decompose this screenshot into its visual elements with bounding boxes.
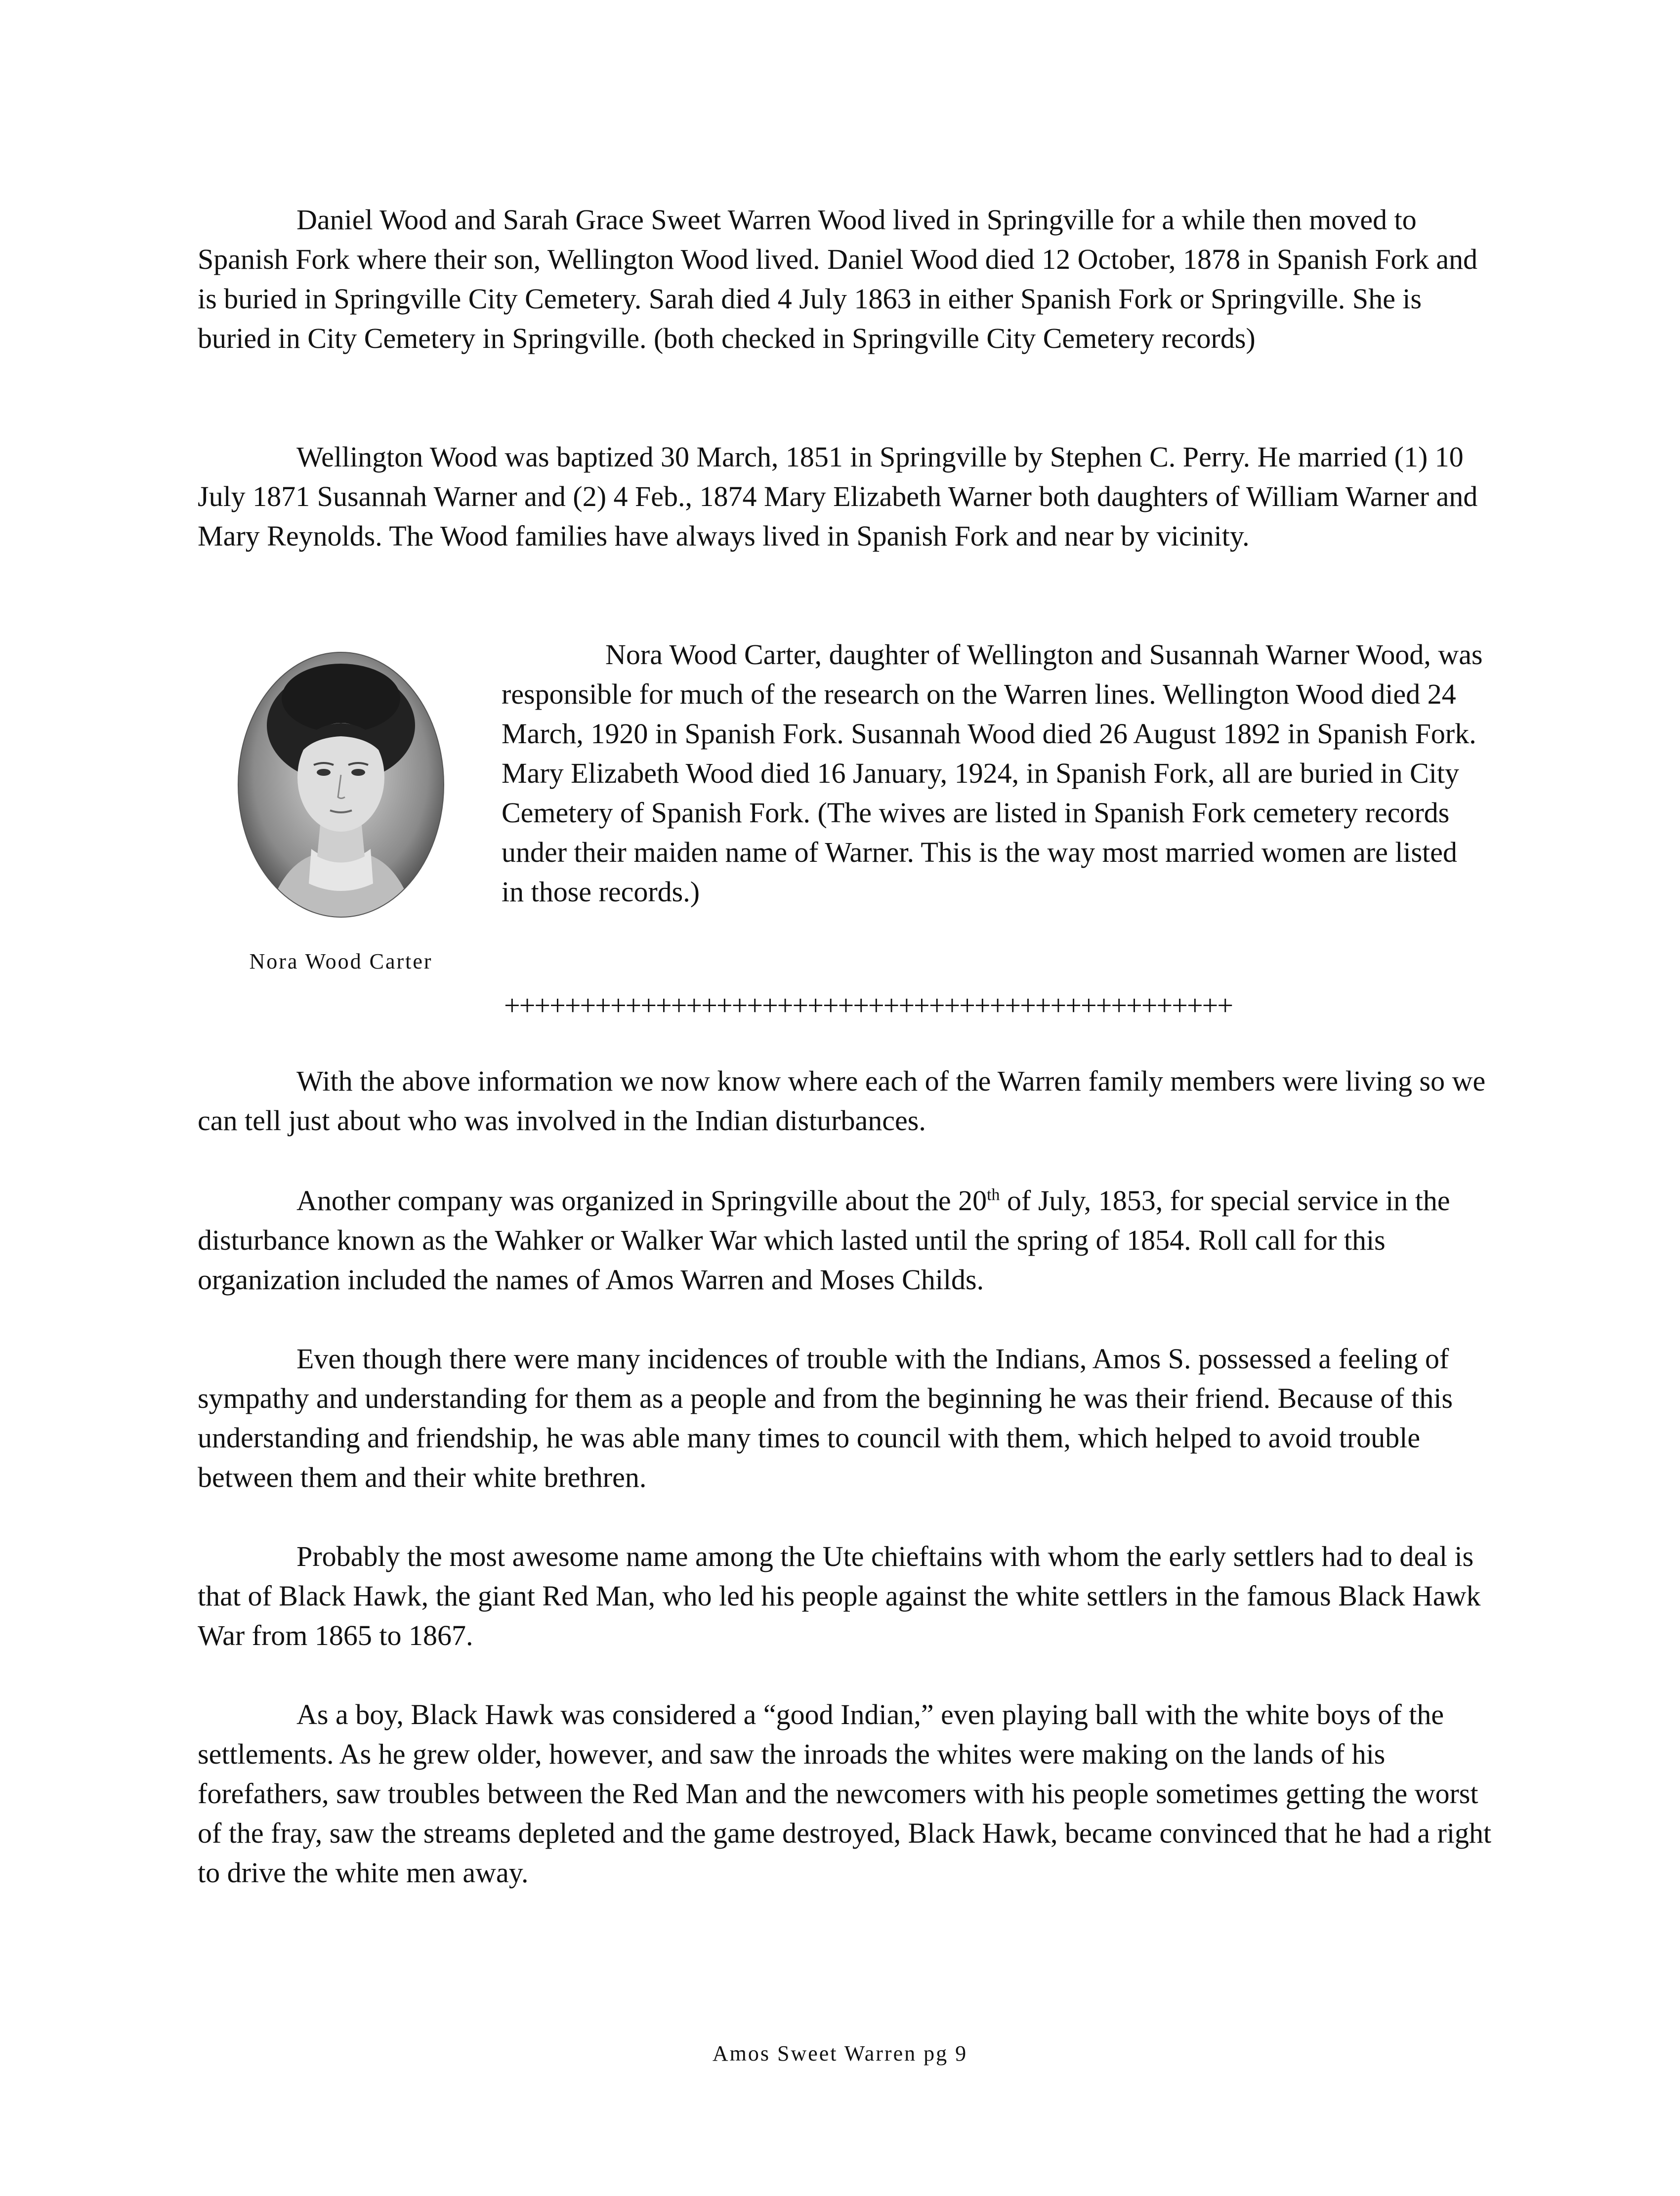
- paragraph-text: Even though there were many incidences of trouble with the Indians, Amos S. possessed a feeling of sympathy and understanding for them as a people and from the beginning he was their friend. Because of this understanding and friendship, he was able many times to council with them, which helped to avoid trouble between them and their white brethren.: [198, 1343, 1453, 1493]
- paragraph-text: of July, 1853, for special service in the disturbance known as the Wahker or Walker War which lasted until the spring of 1854. Roll call for this organization included the names of Amos Warren and Moses Childs.: [198, 1184, 1450, 1296]
- portrait-photo: [195, 651, 487, 938]
- paragraph-text: With the above information we now know where each of the Warren family members were living so we can tell just about who was involved in the Indian disturbances.: [198, 1065, 1486, 1137]
- paragraph-black-hawk-youth: [198, 1695, 1492, 1893]
- paragraph-text: Wellington Wood was baptized 30 March, 1851 in Springville by Stephen C. Perry. He married (1) 10 July 1871 Susannah Warner and (2) 4 Feb., 1874 Mary Elizabeth Warner both daughters of William Warner and Mary Reynolds. The Wood families have always lived in Spanish Fork and near by vicinity.: [198, 441, 1478, 552]
- paragraph-text: As a boy, Black Hawk was considered a “good Indian,” even playing ball with the white boys of the settlements. As he grew older, however, and saw the inroads the whites were making on the lands of his forefathers, saw troubles between the Red Man and the newcomers with his people sometimes getting the worst of the fray, saw the streams depleted and the game destroyed, Black Hawk, became convinced that he had a right to drive the white men away.: [198, 1698, 1492, 1889]
- paragraph-text: Nora Wood Carter, daughter of Wellington and Susannah Warner Wood, was responsible for much of the research on the Warren lines. Wellington Wood died 24 March, 1920 in Spanish Fork. Susannah Wood died 26 August 1892 in Spanish Fork. Mary Elizabeth Wood died 16 January, 1924, in Spanish Fork, all are buried in City Cemetery of Spanish Fork. (The wives are listed in Spanish Fork cemetery records under their maiden name of Warner. This is the way most married women are listed in those records.): [502, 638, 1483, 908]
- paragraph-walker-war: [198, 1181, 1492, 1300]
- ordinal-suffix: th: [987, 1185, 1000, 1204]
- photo-caption: Nora Wood Carter: [249, 949, 433, 973]
- section-divider: ++++++++++++++++++++++++++++++++++++++++++++++++: [504, 989, 1233, 1021]
- paragraph-warren-family: [198, 1061, 1492, 1140]
- paragraph-wellington-wood: [198, 437, 1492, 556]
- portrait-image: [237, 651, 445, 918]
- paragraph-text: Another company was organized in Springville about the 20: [296, 1184, 987, 1217]
- paragraph-black-hawk: [198, 1537, 1492, 1655]
- paragraph-text: Daniel Wood and Sarah Grace Sweet Warren Wood lived in Springville for a while then moved to Spanish Fork where their son, Wellington Wood lived. Daniel Wood died 12 October, 1878 in Spanish Fork and is buried in Springville City Cemetery. Sarah died 4 July 1863 in either Spanish Fork or Springville. She is buried in City Cemetery in Springville. (both checked in Springville City Cemetery records): [198, 204, 1478, 354]
- paragraph-amos-sympathy: [198, 1339, 1492, 1497]
- paragraph-wood-family: [198, 200, 1492, 358]
- paragraph-text: Probably the most awesome name among the Ute chieftains with whom the early settlers had to deal is that of Black Hawk, the giant Red Man, who led his people against the white settlers in the famous Black Hawk War from 1865 to 1867.: [198, 1540, 1481, 1651]
- page-footer: Amos Sweet Warren pg 9: [712, 2041, 968, 2066]
- paragraph-nora-wood-carter: [502, 635, 1485, 912]
